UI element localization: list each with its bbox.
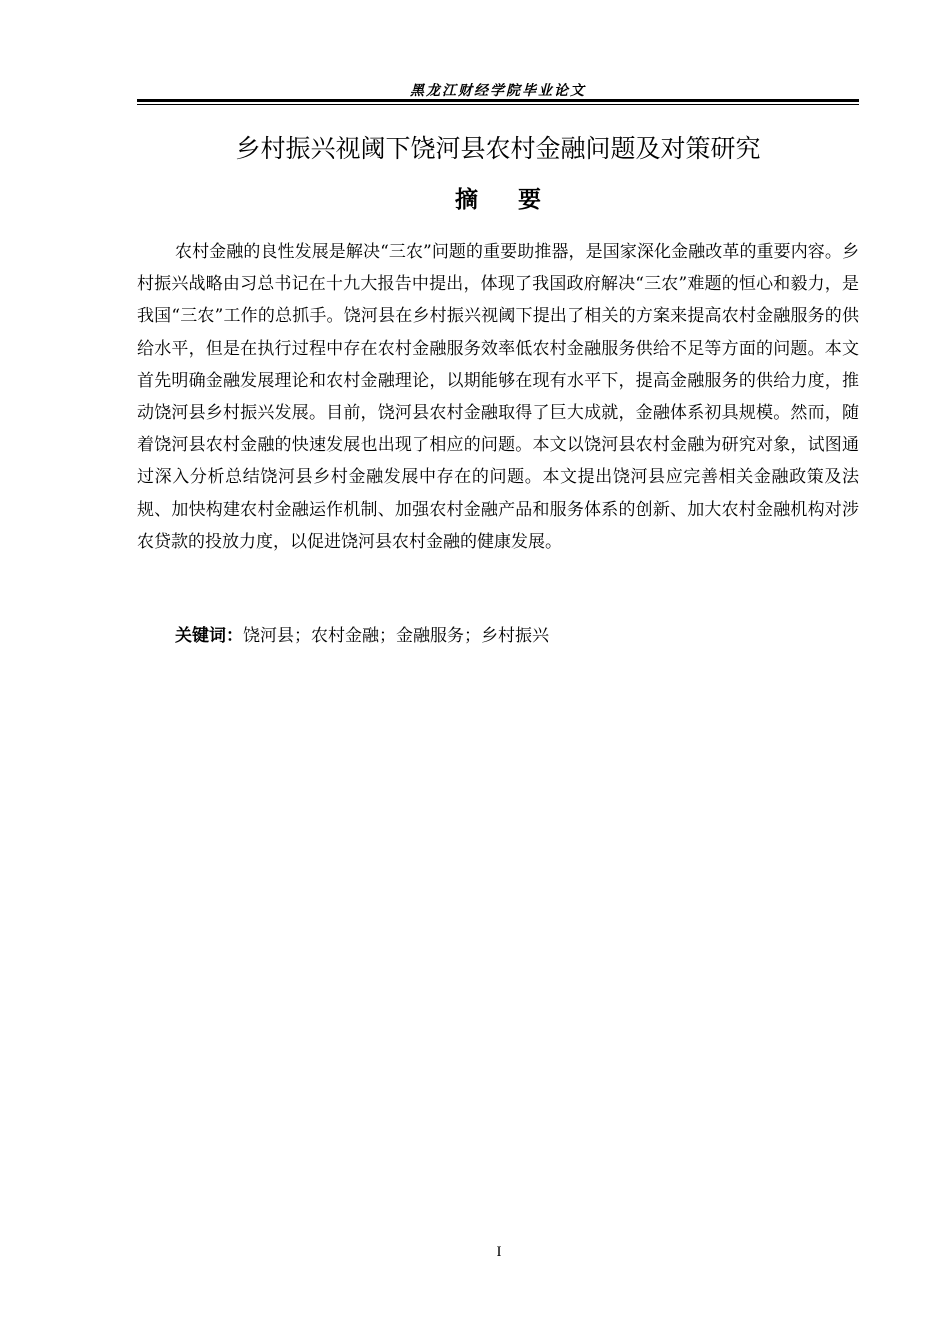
abstract-heading [137,182,859,218]
keywords-items: 饶河县；农村金融；金融服务；乡村振兴 [243,626,549,646]
keywords-line [175,622,859,650]
page-number: I [496,1244,502,1260]
keywords-label: 关键词： [175,626,243,646]
abstract-heading-char-1: 摘 [455,187,478,213]
running-header: 黑龙江财经学院毕业论文 [410,83,586,99]
header-rule-thick [137,99,859,102]
abstract-body: 农村金融的良性发展是解决“三农”问题的重要助推器，是国家深化金融改革的重要内容。乡村振兴战略由习总书记在十九大报告中提出，体现了我国政府解决“三农”难题的恒心和毅力，是我国“三农”工作的总抓手。饶河县在乡村振兴视阈下提出了相关的方案来提高农村金融服务的供给水平，但是在执行过程中存在农村金融服务效率低农村金融服务供给不足等方面的问题。本文首先明确金融发展理论和农村金融理论，以期能够在现有水平下，提高金融服务的供给力度，推动饶河县乡村振兴发展。目前，饶河县农村金融取得了巨大成就，金融体系初具规模。然而，随着饶河县农村金融的快速发展也出现了相应的问题。本文以饶河县农村金融为研究对象，试图通过深入分析总结饶河县乡村金融发展中存在的问题。本文提出饶河县应完善相关金融政策及法规、加快构建农村金融运作机制、加强农村金融产品和服务体系的创新、加大农村金融机构对涉农贷款的投放力度，以促进饶河县农村金融的健康发展。 [137,242,859,552]
abstract-heading-char-2: 要 [518,187,541,213]
header-rule-thin [137,104,859,105]
paper-title: 乡村振兴视阈下饶河县农村金融问题及对策研究 [235,134,761,163]
